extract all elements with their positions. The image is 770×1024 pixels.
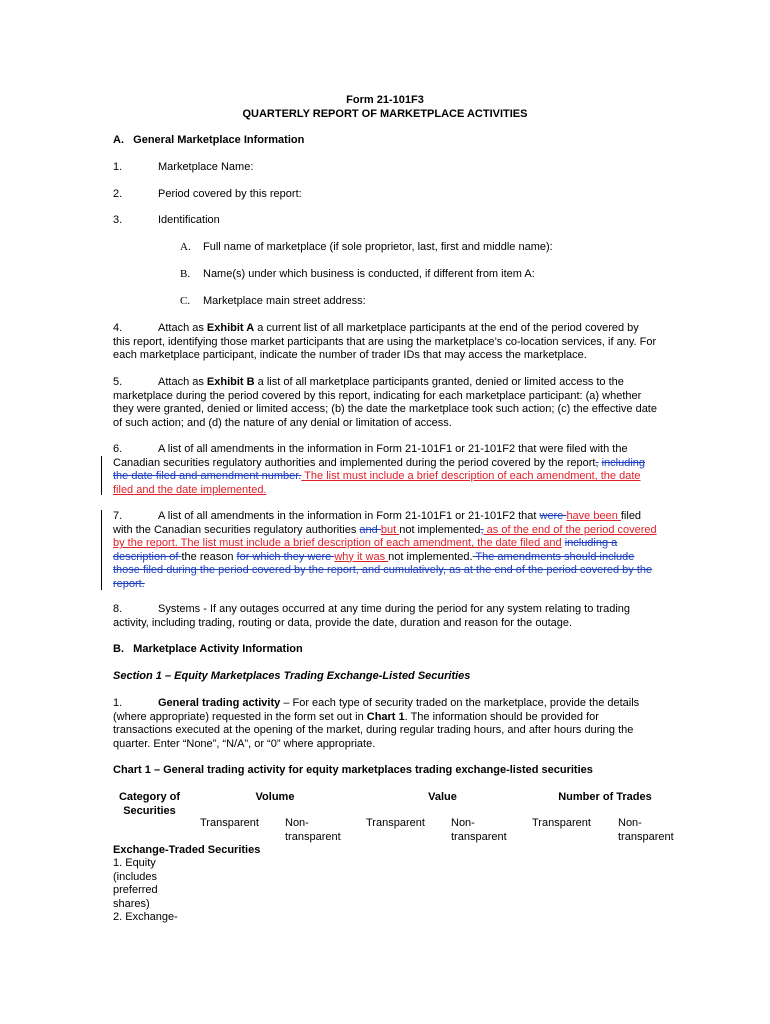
subitem-c-letter: C. — [180, 295, 191, 307]
inserted-text: but — [380, 523, 400, 536]
header-value: Value — [428, 791, 457, 803]
item-5-paragraph — [113, 376, 658, 430]
item-7-number: 7. — [113, 510, 123, 522]
inserted-text: The list must include a brief description of each amendment, the date filed and the date implemented. — [113, 470, 641, 496]
paragraph-1-text: – For each type of security traded on the marketplace, provide the details (where appropriate) requested in the form set out in — [113, 697, 640, 723]
chart-1-ref: Chart 1 — [366, 710, 405, 723]
deleted-text: , — [595, 456, 599, 469]
item-4-text: a current list of all marketplace participants at the end of the period covered by this report, identifying those market participants that are using the marketplace’s co-location services, if any. For each marketplace participant, indicate the number of trader IDs that may access the marketplace. — [113, 322, 657, 361]
item-1-text: Marketplace Name: — [158, 161, 254, 173]
form-title: QUARTERLY REPORT OF MARKETPLACE ACTIVITIES — [242, 108, 528, 120]
deleted-text: including the date filed and amendment number — [113, 456, 645, 482]
paragraph-1-number: 1. — [113, 697, 123, 709]
header-number-of-trades: Number of Trades — [558, 791, 652, 803]
paragraph-1-text: . The information should be provided for transactions executed at the opening of the market, during regular trading hours, and after hours during the quarter. Enter “None”, “N/A”, or “0” where appropriate. — [113, 710, 634, 750]
paragraph-1-lead: General trading activity — [158, 697, 281, 709]
deleted-text: and — [359, 523, 381, 536]
subitem-b-text: Name(s) under which business is conducted, if different from item A: — [203, 268, 535, 280]
item-6-text: A list of all amendments in the information in Form 21-101F1 or 21-101F2 that were filed with the Canadian securities regulatory authorities and implemented during the period covered by the report — [113, 443, 628, 469]
inserted-text: as of the end of the period covered by the report. The list must include a brief description of each amendment, the date filed and — [113, 523, 657, 549]
item-7-paragraph — [113, 510, 658, 591]
exhibit-a-label: Exhibit A — [206, 322, 255, 334]
item-3-number: 3. — [113, 214, 123, 226]
item-5-pre: Attach as — [158, 376, 207, 388]
row-equity: 1. Equity (includes preferred shares) — [113, 857, 158, 910]
deleted-text: . — [298, 470, 302, 482]
subitem-c-text: Marketplace main street address: — [203, 295, 366, 307]
section-1-heading: Section 1 – Equity Marketplaces Trading Exchange-Listed Securities — [113, 670, 471, 682]
subitem-b-letter: B. — [180, 268, 191, 280]
subheader-nontransparent: Non-transparent — [285, 817, 341, 843]
item-7-text: not implemented. — [388, 550, 473, 563]
item-2-number: 2. — [113, 188, 123, 200]
group-exchange-traded-securities: Exchange-Traded Securities — [113, 844, 261, 856]
subheader-transparent: Transparent — [532, 817, 591, 829]
item-7-text: A list of all amendments in the information in Form 21-101F1 or 21-101F2 that — [158, 510, 540, 522]
subheader-transparent: Transparent — [366, 817, 425, 829]
item-6-number: 6. — [113, 443, 123, 455]
item-5-number: 5. — [113, 376, 123, 388]
item-4-pre: Attach as — [158, 322, 207, 334]
deleted-text: including a description of — [113, 537, 618, 563]
item-7-text: filed with the Canadian securities regulatory authorities — [113, 510, 642, 536]
subitem-a-text: Full name of marketplace (if sole proprietor, last, first and middle name): — [203, 241, 553, 253]
inserted-text: why it was — [334, 550, 389, 563]
deleted-text: for which they were — [236, 550, 335, 563]
item-8-paragraph — [113, 603, 658, 630]
subheader-nontransparent: Non-transparent — [618, 817, 674, 843]
deleted-text: were — [539, 510, 567, 522]
header-volume: Volume — [255, 791, 295, 803]
item-4-paragraph — [113, 322, 658, 363]
section-a-heading: A. General Marketplace Information — [113, 134, 305, 146]
item-7-text: not implemented — [399, 523, 481, 536]
item-4-number: 4. — [113, 322, 123, 334]
item-8-text: Systems - If any outages occurred at any time during the period for any system relating to trading activity, including trading, routing or data, provide the date, duration and reason for the outage. — [113, 603, 631, 629]
item-3-text: Identification — [158, 214, 220, 226]
subheader-nontransparent: Non-transparent — [451, 817, 507, 843]
item-6-paragraph — [113, 443, 658, 497]
row-exchange: 2. Exchange- — [113, 911, 178, 923]
item-2-text: Period covered by this report: — [158, 188, 302, 200]
header-category: Category of Securities — [118, 791, 181, 817]
inserted-text: have been — [566, 510, 621, 522]
item-1-number: 1. — [113, 161, 123, 173]
deleted-text: , — [480, 523, 484, 536]
change-bar — [101, 456, 102, 495]
item-8-number: 8. — [113, 603, 123, 615]
change-bar — [101, 510, 102, 590]
item-5-text: a list of all marketplace participants granted, denied or limited access to the marketplace during the period covered by this report, indicating for each marketplace participant: (a) whether they were granted, denied or limited access; (b) the date the marketplace took such action; (c) the effective date of such action; and (d) the nature of any denial or limitation of access. — [113, 376, 657, 429]
deleted-text: The amendments should include those filed during the period covered by the report, and cumulatively, as at the end of the period covered by the report. — [113, 550, 653, 590]
form-number: Form 21-101F3 — [346, 94, 424, 106]
chart-1-title: Chart 1 – General trading activity for equity marketplaces trading exchange-listed securities — [113, 764, 593, 776]
paragraph-1 — [113, 697, 658, 751]
exhibit-b-label: Exhibit B — [206, 376, 255, 388]
subheader-transparent: Transparent — [200, 817, 259, 829]
subitem-a-letter: A. — [180, 241, 191, 253]
item-7-text: the reason — [181, 550, 237, 563]
section-b-heading: B. Marketplace Activity Information — [113, 643, 303, 655]
